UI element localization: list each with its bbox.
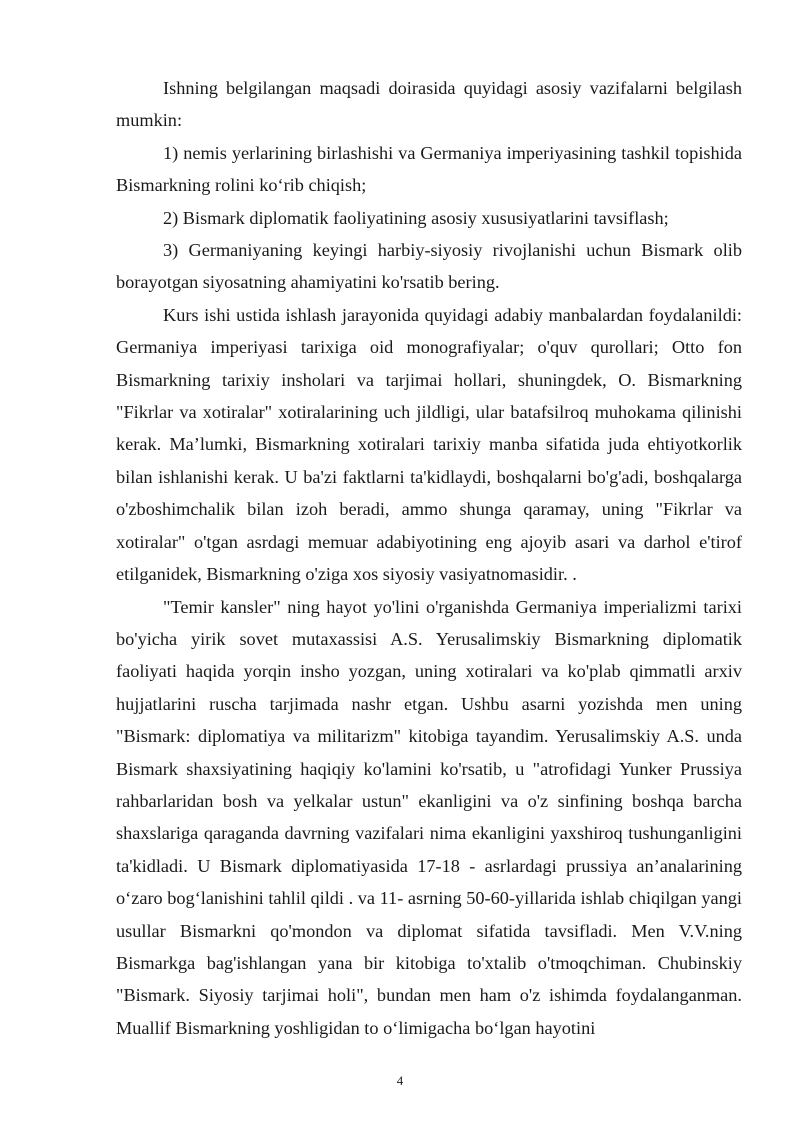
paragraph-sources: Kurs ishi ustida ishlash jarayonida quyidagi adabiy manbalardan foydalanildi: Germaniya imperiyasi tarixiga oid monografiyalar; o'quv qurollari; Otto fon Bismarkning tarixiy insholari va tarjimai hollari, shuningdek, O. Bismarkning "Fikrlar va xotiralar" xotiralarining uch jildligi, ular batafsilroq muhokama qilinishi kerak. Ma’lumki, Bismarkning xotiralari tarixiy manba sifatida juda ehtiyotkorlik bilan ishlanishi kerak. U ba'zi faktlarni ta'kidlaydi, boshqalarni bo'g'adi, boshqalarga o'zboshimchalik bilan izoh beradi, ammo shunga qaramay, uning "Fikrlar va xotiralar" o'tgan asrdagi memuar adabiyotining eng ajoyib asari va darhol e'tirof etilganidek, Bismarkning o'ziga xos siyosiy vasiyatnomasidir. .	[116, 304, 742, 585]
paragraph-intro: Ishning belgilangan maqsadi doirasida quyidagi asosiy vazifalarni belgilash mumkin:	[116, 78, 742, 131]
paragraph-task-2: 2) Bismark diplomatik faoliyatining asosiy xususiyatlarini tavsiflash;	[163, 207, 669, 228]
paragraph-task-3: 3) Germaniyaning keyingi harbiy-siyosiy rivojlanishi uchun Bismark olib borayotgan siyosatning ahamiyatini ko'rsatib bering.	[116, 240, 742, 293]
body-text	[116, 72, 742, 1044]
paragraph-task-1: 1) nemis yerlarining birlashishi va Germaniya imperiyasining tashkil topishida Bismarkning rolini ko‘rib chiqish;	[116, 142, 742, 196]
paragraph-literature: "Temir kansler" ning hayot yo'lini o'rganishda Germaniya imperializmi tarixi bo'yicha yirik sovet mutaxassisi A.S. Yerusalimskiy Bismarkning diplomatik faoliyati haqida yorqin insho yozgan, uning xotiralari va ko'plab qimmatli arxiv hujjatlarini ruscha tarjimada nashr etgan. Ushbu asarni yozishda men uning "Bismark: diplomatiya va militarizm" kitobiga tayandim. Yerusalimskiy A.S. unda Bismark shaxsiyatining haqiqiy ko'lamini ko'rsatib, u "atrofidagi Yunker Prussiya rahbarlaridan bosh va yelkalar ustun" ekanligini va o'z sinfining boshqa barcha shaxslariga qaraganda davrning vazifalari nima ekanligini yaxshiroq tushunganligini ta'kidladi. U Bismark diplomatiyasida 17-18 - asrlardagi prussiya an’analarining o‘zaro bog‘lanishini tahlil qildi . va 11- asrning 50-60-yillarida ishlab chiqilgan yangi usullar Bismarkni qo'mondon va diplomat sifatida tavsifladi. Men V.V.ning Bismarkga bag'ishlangan yana bir kitobiga to'xtalib o'tmoqchiman. Chubinskiy "Bismark. Siyosiy tarjimai holi", bundan men ham o'z ishimda foydalanganman. Muallif Bismarkning yoshligidan to o‘limigacha bo‘lgan hayotini	[116, 596, 742, 1038]
page-number: 4	[396, 1073, 404, 1088]
